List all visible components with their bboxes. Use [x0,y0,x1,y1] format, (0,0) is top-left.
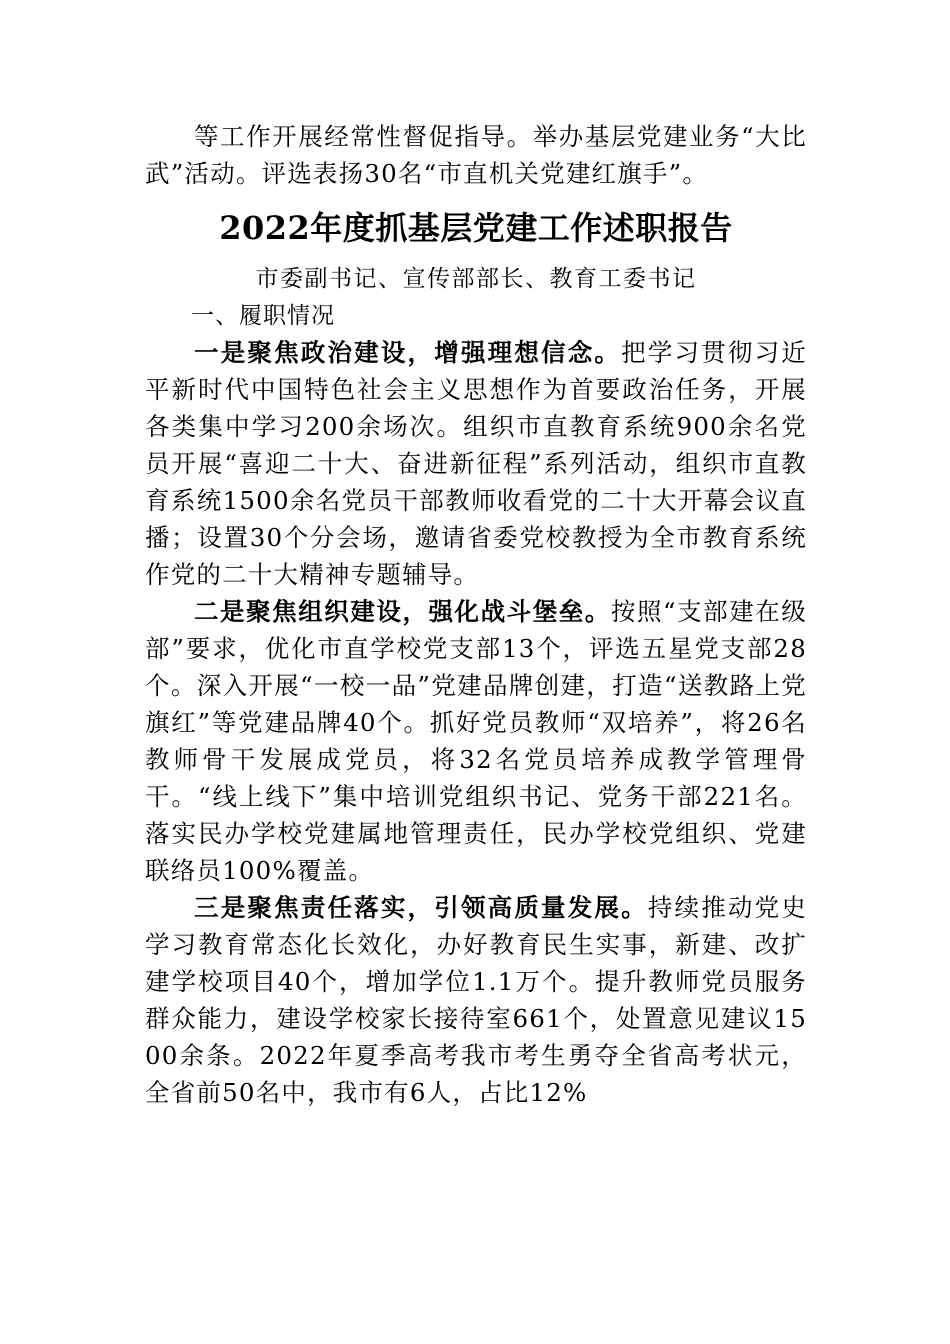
paragraph-lead: 三是聚焦责任落实，引领高质量发展。 [194,893,648,922]
intro-paragraph: 等工作开展经常性督促指导。举办基层党建业务“大比武”活动。评选表扬30名“市直机关党建红旗手”。 [145,122,807,188]
document-body [145,118,807,1111]
paragraph-body: 按照“支部建在级部”要求，优化市直学校党支部13个，评选五星党支部28个。深入开展“一校一品”党建品牌创建，打造“送教路上党旗红”等党建品牌40个。抓好党员教师“双培养”，将26名教师骨干发展成党员，将32名党员培养成教学管理骨干。“线上线下”集中培训党组织书记、党务干部221名。落实民办学校党建属地管理责任，民办学校党组织、党建联络员100%覆盖。 [145,597,808,885]
paragraph-lead: 一是聚焦政治建设，增强理想信念。 [194,338,622,367]
paragraph-body: 把学习贯彻习近平新时代中国特色社会主义思想作为首要政治任务，开展各类集中学习200余场次。组织市直教育系统900余名党员开展“喜迎二十大、奋进新征程”系列活动，组织市直教育系统1500余名党员干部教师收看党的二十大开幕会议直播；设置30个分会场，邀请省委党校教授为全市教育系统作党的二十大精神专题辅导。 [145,338,807,589]
author-byline: 市委副书记、宣传部部长、教育工委书记 [255,266,697,292]
document-title: 2022年度抓基层党建工作述职报告 [219,209,733,247]
section-heading: 一、履职情况 [191,303,335,329]
paragraph-political-building [145,334,807,593]
paragraph-organization-building [145,593,807,889]
paragraph-lead: 二是聚焦组织建设，强化战斗堡垒。 [194,597,611,626]
paragraph-responsibility [145,889,807,1111]
paragraph-body: 持续推动党史学习教育常态化长效化，办好教育民生实事，新建、改扩建学校项目40个，增加学位1.1万个。提升教师党员服务群众能力，建设学校家长接待室661个，处置意见建议1500余条。2022年夏季高考我市考生勇夺全省高考状元，全省前50名中，我市有6人，占比12% [145,893,808,1107]
